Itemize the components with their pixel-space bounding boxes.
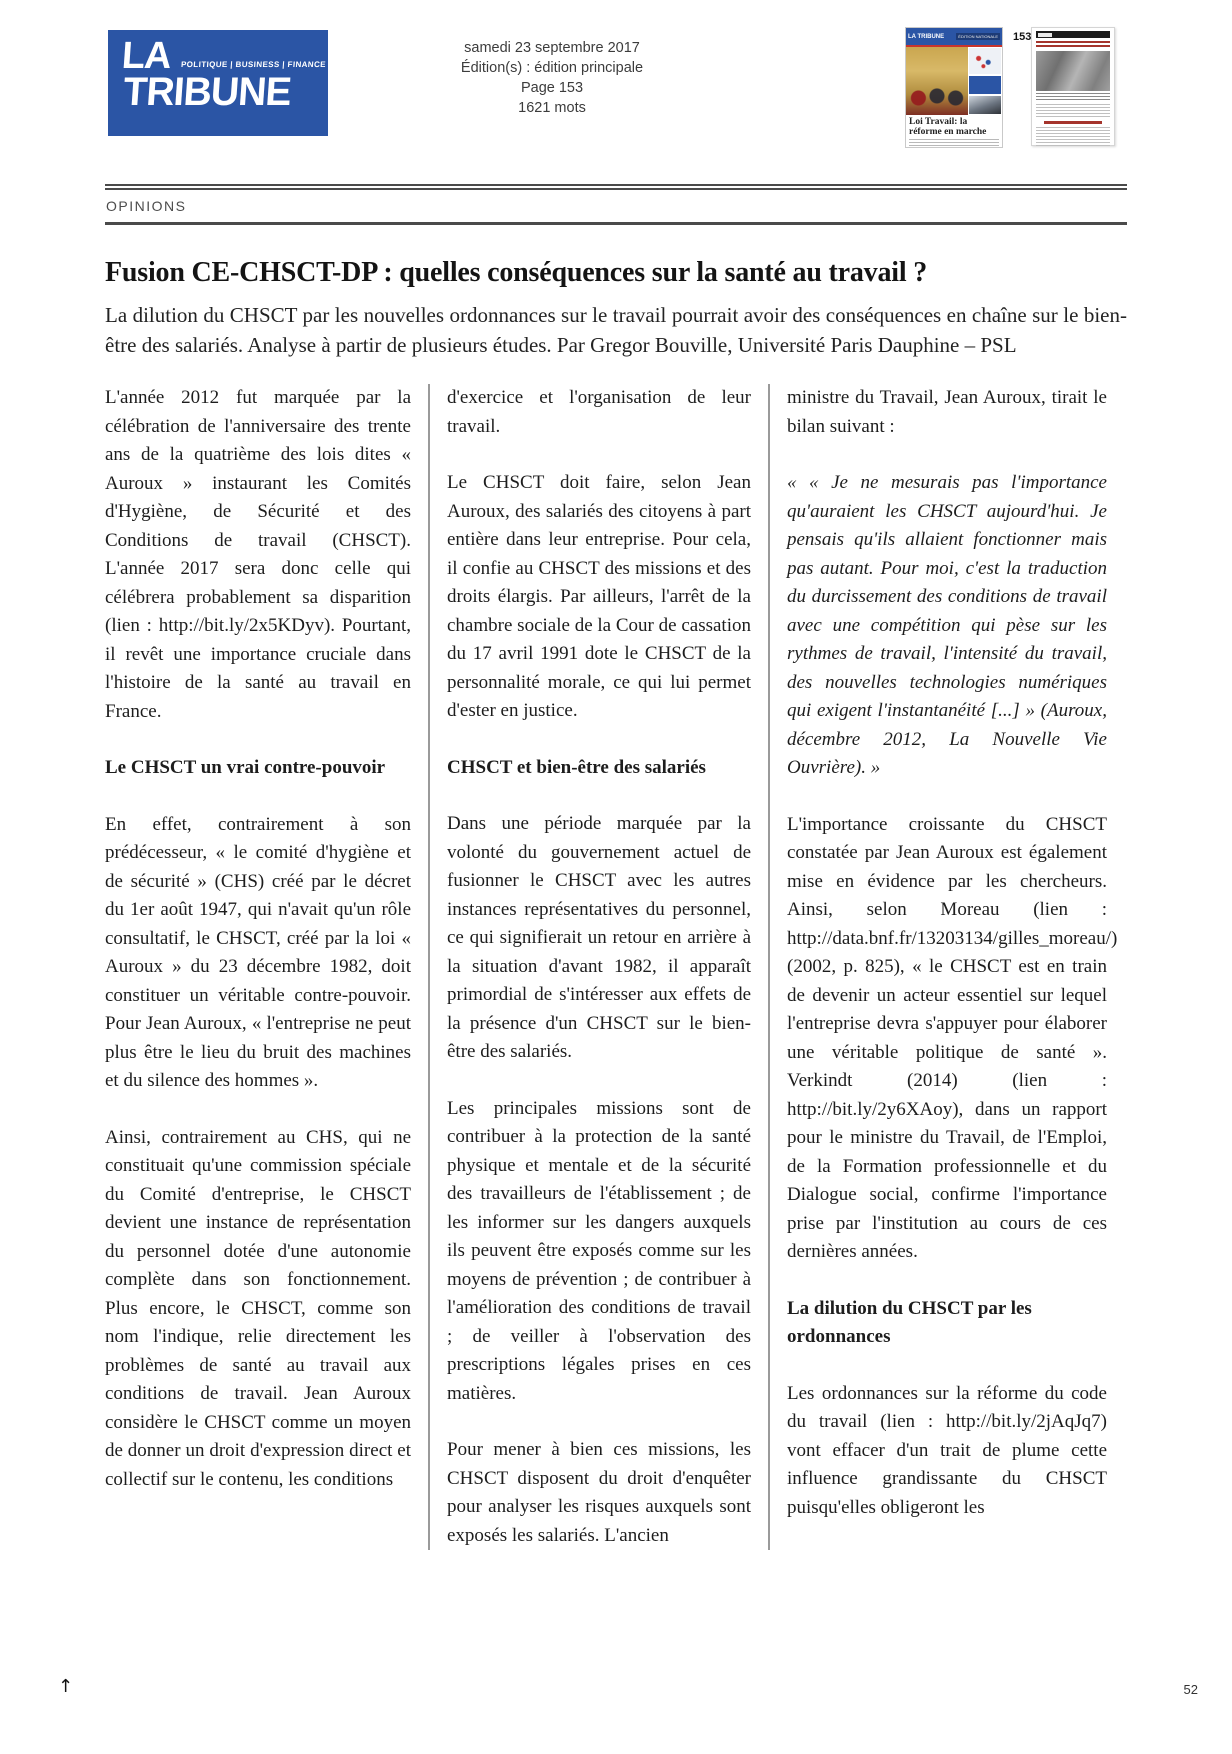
section-bottom-rule — [105, 222, 1127, 225]
page-preview-subheading — [1044, 121, 1102, 124]
back-to-top-arrow-icon[interactable]: ↑ — [58, 1676, 74, 1697]
page-preview-headline-lines — [1036, 41, 1110, 49]
column-2 — [428, 384, 768, 1550]
page-preview-logo — [1038, 33, 1052, 37]
meta-edition: Édition(s) : édition principale — [460, 60, 644, 76]
cover-phone-photo — [969, 96, 1001, 114]
cover-map-graphic — [969, 48, 1001, 74]
page-preview-sheet — [1031, 27, 1115, 146]
logo-tagline: POLITIQUE | BUSINESS | FINANCE — [180, 60, 326, 70]
page-preview-text-lines — [1036, 104, 1110, 118]
column-1 — [105, 384, 428, 1550]
paragraph: L'importance croissante du CHSCT constatée par Jean Auroux est également mise en évidence par les chercheurs. Ainsi, selon Moreau (lien : http://data.bnf.fr/13203134/gilles_moreau/) (2002, p. 825), « le CHSCT est en train de devenir un acteur essentiel sur lequel l'entreprise devra s'appuyer pour élaborer une véritable politique de santé ». Verkindt (2014) (lien : http://bit.ly/2y6XAoy), dans un rapport pour le ministre du Travail, de l'Emploi, de la Formation professionnelle et du Dialogue social, confirme l'importance prise par l'institution au cours de ces dernières années. — [787, 813, 1118, 1262]
paragraph: Pour mener à bien ces missions, les CHSCT disposent du droit d'enquêter pour analyser les risques auxquels sont exposés les salariés. L'ancien — [447, 1439, 751, 1546]
quote-paragraph: « « Je ne mesurais pas l'importance qu'auraient les CHSCT aujourd'hui. Je pensais qu'ils allaient fonctionner mais pas autant. Pour moi, c'est la traduction du durcissement des conditions de travail avec une compétition qui pèse sur les rythmes de travail, l'intensité du travail, des nouvelles technologies numériques qui exigent l'instantanéité [...] » (Auroux, décembre 2012, La Nouvelle Vie Ouvrière). » — [787, 472, 1107, 778]
logo-la-text: LA — [120, 35, 173, 77]
cover-headline: Loi Travail: la réforme en marche — [909, 117, 987, 137]
paragraph: Dans une période marquée par la volonté du gouvernement actuel de fusionner le CHSCT avec les autres instances représentatives du personnel, ce qui signifierait un retour en arrière à la situation d'avant 1982, il apparaît primordial de s'intéresser aux effets de la présence d'un CHSCT sur le bien-être des salariés. — [447, 813, 751, 1062]
article-columns — [105, 384, 1127, 1550]
paragraph: L'année 2012 fut marquée par la célébration de l'anniversaire des trente ans de la quatrième des lois dites « Auroux » instaurant les Comités d'Hygiène, de Sécurité et des Conditions de travail (CHSCT). L'année 2017 sera donc celle qui célébrera probablement sa disparition (lien : http://bit.ly/2x5KDyv). Pourtant, il revêt une importance cruciale dans l'histoire de la santé au travail en France. — [105, 387, 411, 722]
meta-page: Page 153 — [520, 80, 584, 96]
article-lede: La dilution du CHSCT par les nouvelles ordonnances sur le travail pourrait avoir des conséquences en chaîne sur le bien-être des salariés. Analyse à partir de plusieurs études. Par Gregor Bouville, Université Paris Dauphine – PSL — [105, 303, 1127, 357]
article — [105, 256, 1127, 1550]
subheading: Le CHSCT un vrai contre-pouvoir — [105, 757, 386, 778]
section-top-rule — [105, 184, 1127, 190]
section-label: OPINIONS — [106, 198, 187, 214]
page-preview-text-lines-2 — [1036, 127, 1110, 147]
page-preview-header-bar — [1036, 31, 1110, 38]
thumbnail-page-number: 153 — [1013, 31, 1032, 43]
paragraph: Le CHSCT doit faire, selon Jean Auroux, des salariés des citoyens à part entière dans leur entreprise. Pour cela, il confie au CHSCT des missions et des droits élargis. Par ailleurs, l'arrêt de la chambre sociale de la Cour de cassation du 17 avril 1991 dote le CHSCT de la personnalité morale, ce qui lui permet d'ester en justice. — [447, 472, 751, 721]
front-page-thumbnail[interactable] — [905, 27, 1003, 148]
cover-banner — [906, 28, 1002, 45]
cover-edition-box: ÉDITION NATIONALE — [958, 34, 998, 39]
cover-photo — [906, 47, 968, 115]
paragraph: En effet, contrairement à son prédécesseur, « le comité d'hygiène et de sécurité » (CHS) créé par le décret du 1er août 1947, qui n'avait qu'un rôle consultatif, le CHSCT, créé par la loi « Auroux » du 23 décembre 1982, doit constituer un véritable contre-pouvoir. Pour Jean Auroux, « l'entreprise ne peut plus être le lieu du bruit des machines et du silence des hommes ». — [105, 813, 411, 1091]
cover-text-placeholder — [909, 139, 999, 147]
paragraph: d'exercice et l'organisation de leur travail. — [447, 387, 751, 437]
cover-blue-box — [969, 76, 1001, 94]
article-title: Fusion CE-CHSCT-DP : quelles conséquences sur la santé au travail ? — [105, 257, 928, 288]
paragraph: Les principales missions sont de contribuer à la protection de la santé physique et mentale et de la sécurité des travailleurs de l'établissement ; de les informer sur les dangers auxquels ils peuvent être exposés comme sur les moyens de prévention ; de contribuer à l'amélioration des conditions de travail ; de veiller à l'observation des prescriptions légales prises en ces matières. — [447, 1097, 751, 1404]
la-tribune-logo — [108, 30, 328, 136]
meta-word-count: 1621 mots — [518, 100, 586, 116]
article-page-thumbnail[interactable] — [1013, 25, 1117, 148]
paragraph: Ainsi, contrairement au CHS, qui ne constituait qu'une commission spéciale du Comité d'entreprise, le CHSCT devient une instance de représentation du personnel dotée d'une autonomie complète dans son fonctionnement. Plus encore, le CHSCT, comme son nom l'indique, relie directement les problèmes de santé au travail aux conditions de travail. Jean Auroux considère le CHSCT comme un moyen de donner un droit d'expression direct et collectif sur le contenu, les conditions — [105, 1126, 411, 1490]
subheading: CHSCT et bien-être des salariés — [447, 756, 706, 778]
page-preview-photo — [1036, 51, 1110, 91]
meta-date: samedi 23 septembre 2017 — [464, 40, 640, 56]
column-3 — [768, 384, 1118, 1550]
document-page-number: 52 — [1183, 1682, 1198, 1697]
article-meta — [402, 38, 702, 118]
logo-tribune-text: TRIBUNE — [121, 70, 293, 115]
subheading: La dilution du CHSCT par les ordonnances — [787, 1297, 1032, 1347]
page-preview-caption-lines — [1036, 93, 1110, 101]
cover-masthead: LA TRIBUNE — [908, 33, 945, 40]
paragraph: Les ordonnances sur la réforme du code du travail (lien : http://bit.ly/2jAqJq7) vont effacer d'un trait de plume cette influence grandissante du CHSCT puisqu'elles obligeront les — [787, 1382, 1107, 1518]
paragraph: ministre du Travail, Jean Auroux, tirait le bilan suivant : — [787, 387, 1107, 437]
